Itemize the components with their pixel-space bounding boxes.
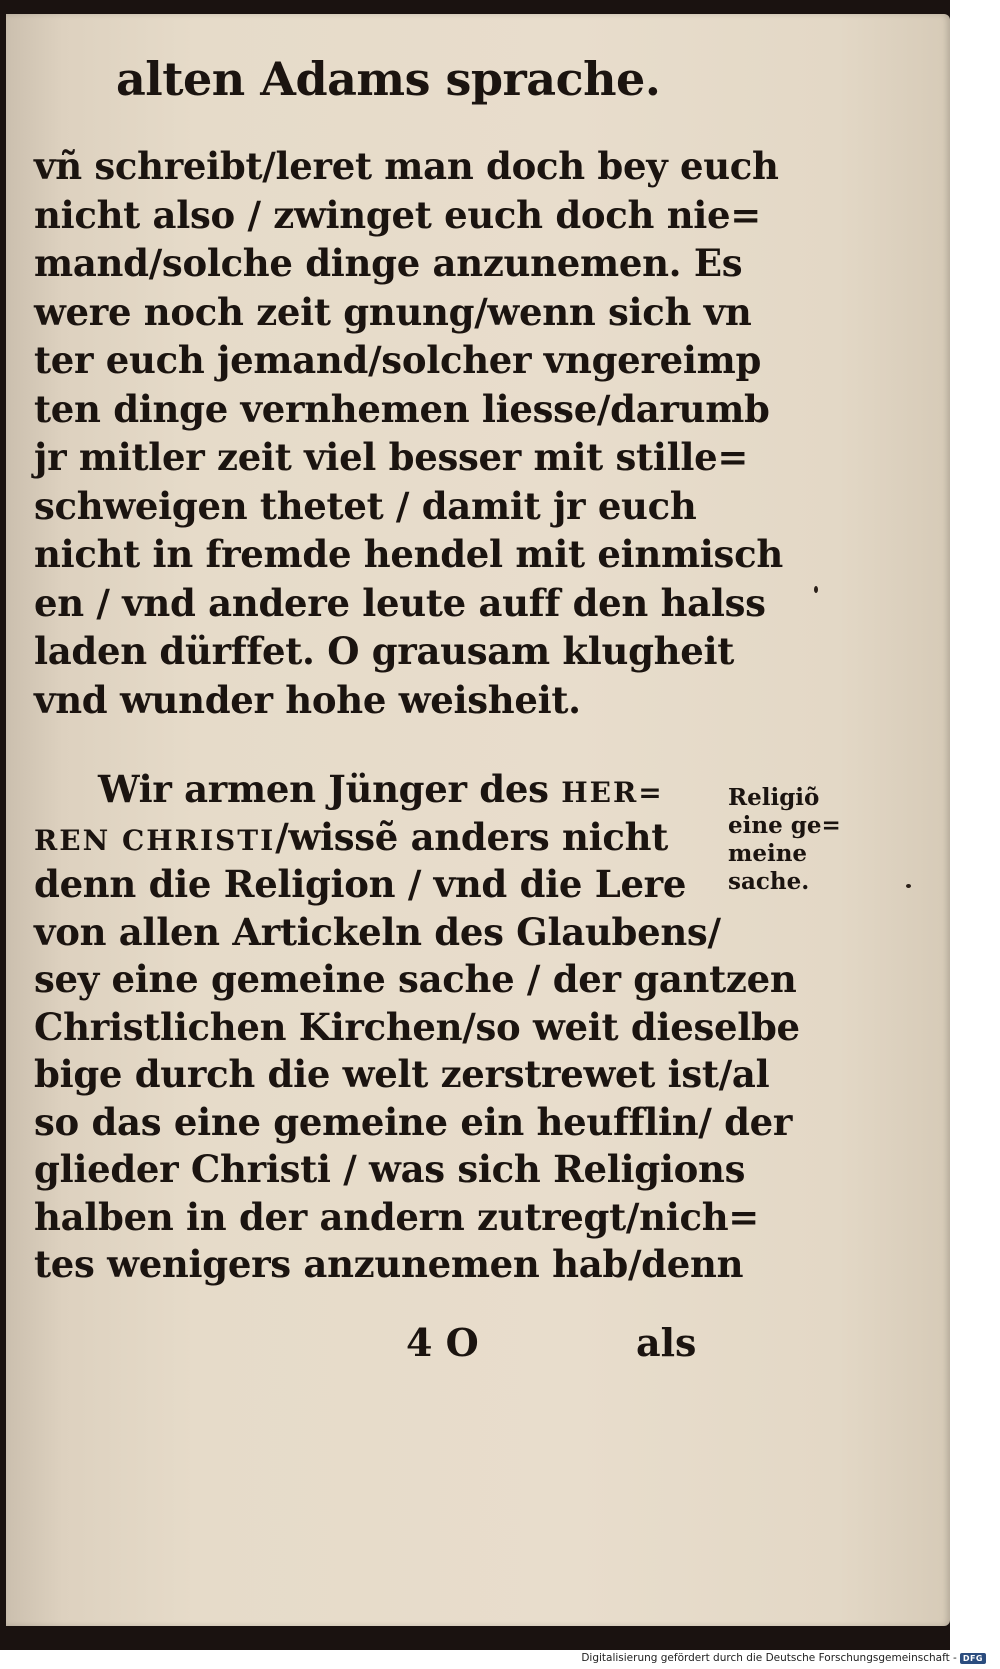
text-line: vnd wunder hohe weisheit. bbox=[34, 677, 581, 722]
text-line bbox=[34, 766, 724, 814]
text-line: halben in der andern zutregt/nich= bbox=[34, 1194, 760, 1239]
running-head: alten Adams sprache. bbox=[116, 52, 661, 106]
marginal-line: eine ge= bbox=[728, 812, 841, 839]
marginal-line: meine bbox=[728, 840, 808, 867]
text-line: en / vnd andere leute auff den halss bbox=[34, 580, 766, 625]
digitization-credit bbox=[581, 1652, 986, 1664]
marginal-line: sache. bbox=[728, 868, 810, 895]
signature-mark: 4 O bbox=[406, 1320, 479, 1365]
text-line: ten dinge vernhemen liesse/darumb bbox=[34, 386, 770, 431]
small-caps-text: HER= bbox=[561, 776, 664, 809]
text-line: nicht also / zwinget euch doch nie= bbox=[34, 192, 761, 237]
paragraph-1 bbox=[34, 142, 783, 724]
catchword: als bbox=[636, 1320, 697, 1365]
line-text: Wir armen Jünger des bbox=[98, 767, 562, 811]
text-line: bige durch die welt zerstrewet ist/al bbox=[34, 1052, 770, 1096]
text-line: schweigen thetet / damit jr euch bbox=[34, 483, 697, 528]
text-line: were noch zeit gnung/wenn sich vn bbox=[34, 289, 752, 334]
text-line: von allen Artickeln des Glaubens/ bbox=[34, 909, 721, 954]
marginal-note bbox=[728, 784, 858, 896]
book-page bbox=[6, 14, 950, 1626]
marginal-line: Religiõ bbox=[728, 784, 820, 811]
dfg-logo-icon: DFG bbox=[960, 1653, 986, 1664]
small-caps-text: REN CHRISTI bbox=[34, 823, 276, 857]
text-line: glieder Christi / was sich Religions bbox=[34, 1147, 746, 1191]
line-text: /wissẽ anders nicht bbox=[275, 814, 668, 859]
text-line: sey eine gemeine sache / der gantzen bbox=[34, 957, 797, 1001]
text-line: nicht in fremde hendel mit einmisch bbox=[34, 532, 783, 576]
text-line: tes wenigers anzunemen hab/denn bbox=[34, 1242, 744, 1286]
text-line: denn die Religion / vnd die Lere bbox=[34, 862, 687, 906]
text-line: laden dürffet. O grausam klugheit bbox=[34, 629, 735, 673]
ink-speck bbox=[906, 884, 911, 888]
signature-line bbox=[6, 1320, 726, 1368]
text-line: jr mitler zeit viel besser mit stille= bbox=[34, 435, 749, 479]
text-line bbox=[34, 814, 724, 862]
text-line: Christlichen Kirchen/so weit dieselbe bbox=[34, 1004, 800, 1049]
text-line: mand/solche dinge anzunemen. Es bbox=[34, 241, 743, 285]
credit-text: Digitalisierung gefördert durch die Deutsche Forschungsgemeinschaft - bbox=[581, 1652, 957, 1664]
ink-speck bbox=[814, 586, 818, 593]
text-line: vñ schreibt/leret man doch bey euch bbox=[34, 144, 779, 188]
text-line: ter euch jemand/solcher vngereimp bbox=[34, 338, 762, 382]
text-line: so das eine gemeine ein heufflin/ der bbox=[34, 1099, 793, 1144]
